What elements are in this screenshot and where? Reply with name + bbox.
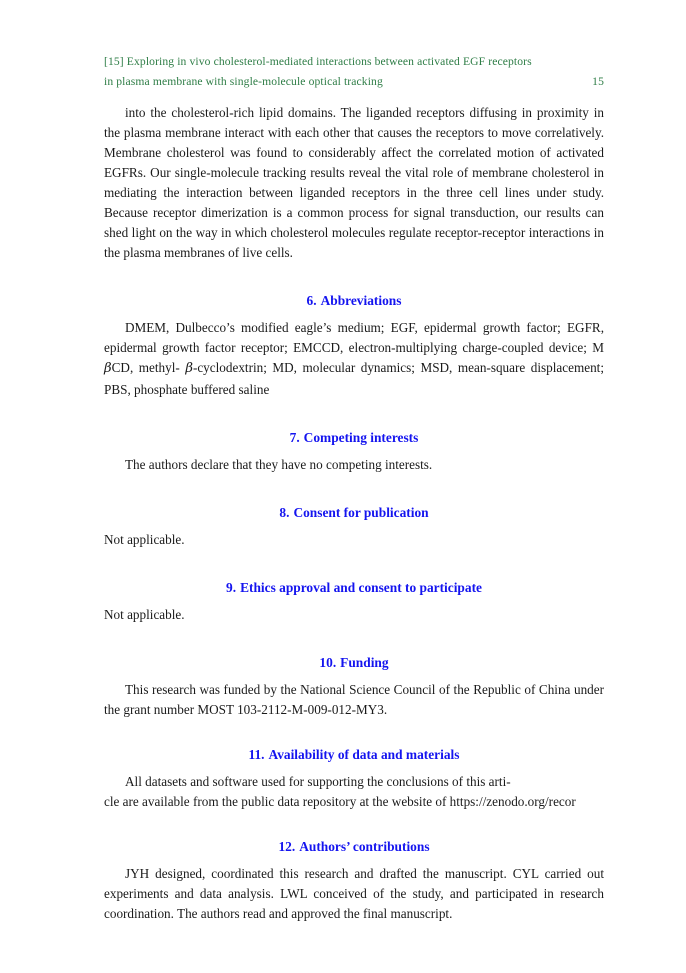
section-title-10: Funding bbox=[340, 654, 389, 670]
spacer bbox=[104, 673, 604, 680]
spacer bbox=[104, 625, 604, 653]
spacer bbox=[104, 475, 604, 503]
greek-beta-symbol: β bbox=[104, 361, 112, 377]
abbreviations-text-run-0: DMEM, Dulbecco’s modified eagle’s medium; EGF, epidermal growth factor; EGFR, epidermal growth factor receptor; EMCCD, electron-multiplying charge-coupled device; M bbox=[104, 320, 604, 356]
section-heading-6 bbox=[104, 291, 604, 311]
running-head-line-1: [15] Exploring in vivo cholesterol-mediated interactions between activated EGF receptors bbox=[104, 55, 532, 68]
availability-line-2-url: cle are available from the public data repository at the website of https://zenodo.org/recor bbox=[104, 793, 576, 809]
spacer bbox=[104, 598, 604, 605]
abbreviations-text-run-2: CD, methyl- bbox=[111, 360, 186, 376]
running-head bbox=[104, 52, 604, 91]
availability-line-1: All datasets and software used for supporting the conclusions of this arti- bbox=[125, 773, 511, 789]
section-number-7: 7. bbox=[289, 429, 300, 445]
greek-beta-symbol: β bbox=[185, 361, 193, 377]
availability-block bbox=[104, 772, 604, 812]
spacer bbox=[104, 311, 604, 318]
spacer bbox=[104, 400, 604, 428]
competing-interests-paragraph: The authors declare that they have no competing interests. bbox=[125, 456, 433, 472]
spacer bbox=[104, 857, 604, 864]
section-title-6: Abbreviations bbox=[320, 293, 402, 309]
funding-paragraph: This research was funded by the National Science Council of the Republic of China under the grant number MOST 103-2112-M-009-012-MY3. bbox=[104, 681, 604, 717]
section-heading-10 bbox=[104, 653, 604, 673]
abbreviations-paragraph bbox=[104, 318, 604, 399]
section-number-12: 12. bbox=[278, 838, 296, 854]
ethics-approval-paragraph: Not applicable. bbox=[104, 606, 185, 622]
text-column bbox=[104, 103, 604, 924]
spacer bbox=[104, 448, 604, 455]
spacer bbox=[104, 720, 604, 745]
authors-contributions-paragraph: JYH designed, coordinated this research and drafted the manuscript. CYL carried out experiments and data analysis. LWL conceived of the study, and participated in research coordination. The authors read and approved the final manuscript. bbox=[104, 865, 604, 921]
section-title-11: Availability of data and materials bbox=[268, 746, 460, 762]
section-title-12: Authors’ contributions bbox=[299, 838, 430, 854]
spacer bbox=[104, 550, 604, 578]
spacer bbox=[104, 523, 604, 530]
running-head-line-2-row bbox=[104, 72, 604, 92]
section-title-8: Consent for publication bbox=[293, 504, 429, 520]
spacer bbox=[104, 263, 604, 291]
section-heading-9 bbox=[104, 578, 604, 598]
continued-paragraph: into the cholesterol-rich lipid domains. The liganded receptors diffusing in proximity in the plasma membrane interact with each other that causes the receptors to move correlatively. Membrane cholesterol was found to considerably affect the correlated motion of activated EGFRs. Our single-molecule tracking results reveal the vital role of membrane cholesterol in mediating the interaction between liganded receptors in the three cell lines under study. Because receptor dimerization is a common process for signal transduction, our results can shed light on the way in which cholesterol molecules regulate receptor-receptor interactions in the plasma membranes of live cells. bbox=[104, 105, 604, 261]
section-heading-11 bbox=[104, 745, 604, 765]
section-heading-12 bbox=[104, 837, 604, 857]
spacer bbox=[104, 765, 604, 772]
section-number-10: 10. bbox=[319, 654, 337, 670]
consent-publication-paragraph: Not applicable. bbox=[104, 531, 185, 547]
running-head-line-2: in plasma membrane with single-molecule optical tracking bbox=[104, 74, 383, 88]
section-title-7: Competing interests bbox=[303, 429, 419, 445]
section-number-11: 11. bbox=[248, 746, 265, 762]
spacer bbox=[104, 812, 604, 837]
abbreviations-text-run-4: -cyclodextrin; MD, molecular dynamics; MSD, mean-square displacement; PBS, phosphate buffered saline bbox=[104, 360, 604, 397]
section-heading-8 bbox=[104, 503, 604, 523]
section-number-8: 8. bbox=[279, 504, 290, 520]
section-title-9: Ethics approval and consent to participate bbox=[240, 579, 482, 595]
section-number-6: 6. bbox=[306, 293, 317, 309]
page-number: 15 bbox=[592, 74, 604, 88]
section-heading-7 bbox=[104, 428, 604, 448]
section-number-9: 9. bbox=[226, 579, 237, 595]
